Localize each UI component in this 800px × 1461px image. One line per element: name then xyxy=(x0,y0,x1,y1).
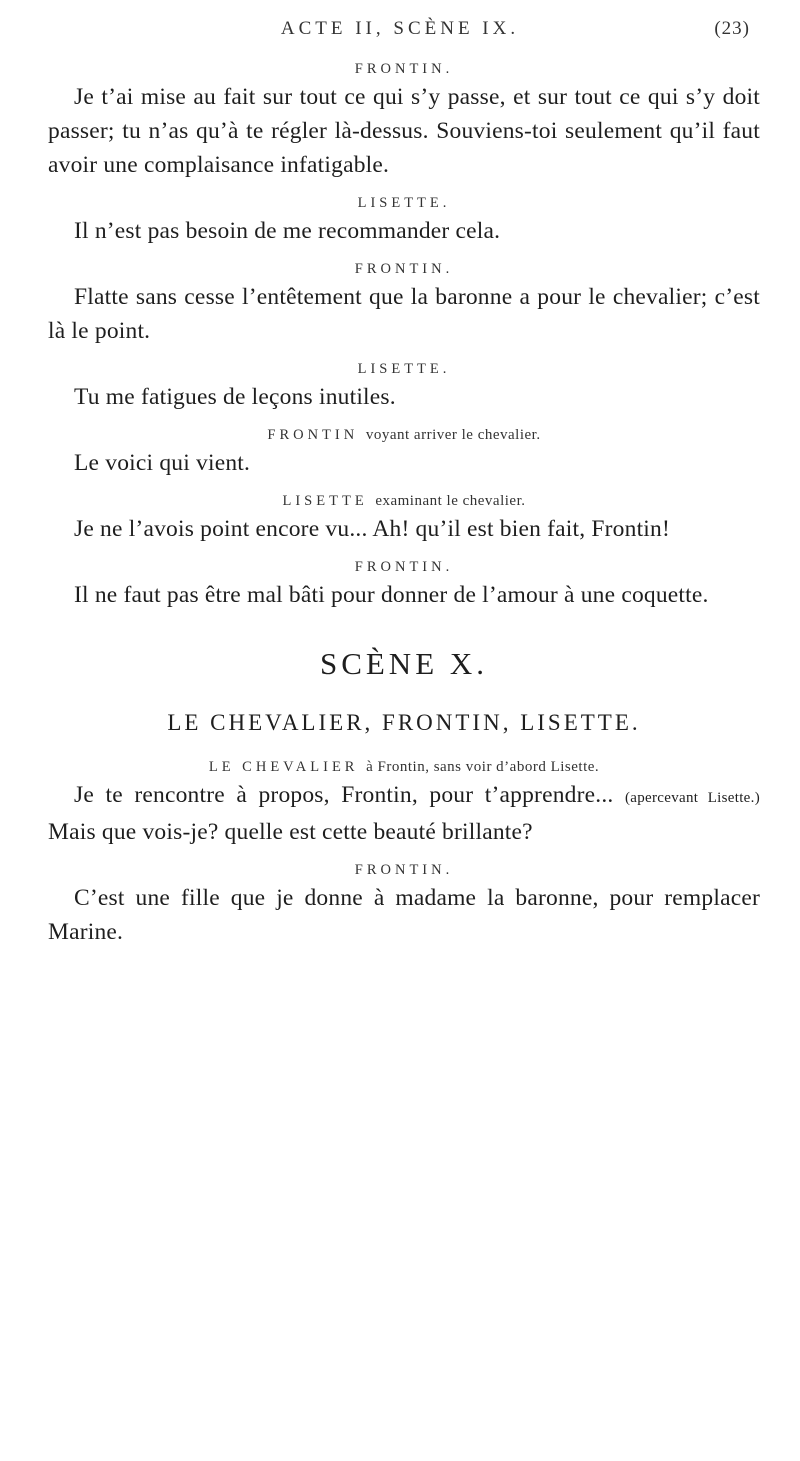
inline-stage-direction: (apercevant Lisette.) xyxy=(625,790,760,806)
stage-direction: examinant le chevalier. xyxy=(375,493,526,509)
speaker-line xyxy=(48,756,760,778)
speech-text: Je t’ai mise au fait sur tout ce qui s’y passe, et sur tout ce qui s’y doit passer; tu n’as qu’à te régler là-dessus. Souviens-toi seulement qu’il faut avoir une complaisance infatigable. xyxy=(48,84,760,178)
speaker-name: LISETTE. xyxy=(357,361,451,377)
page-header xyxy=(0,14,800,44)
speaker-name: FRONTIN. xyxy=(354,261,454,277)
stage-direction: à Frontin, sans voir d’abord Lisette. xyxy=(366,759,600,775)
stage-direction: voyant arriver le chevalier. xyxy=(365,427,541,443)
speech-text: Il n’est pas besoin de me recommander cela. xyxy=(74,218,501,244)
scene-title: SCÈNE X. xyxy=(319,646,489,681)
speaker-line xyxy=(48,424,760,446)
speaker-line xyxy=(48,490,760,512)
speaker-name: FRONTIN. xyxy=(354,61,454,77)
page-body xyxy=(48,58,760,959)
speaker-name: FRONTIN xyxy=(267,427,359,443)
speaker-name: LE CHEVALIER xyxy=(208,759,359,775)
speaker-name: LISETTE. xyxy=(357,195,451,211)
running-head: ACTE II, SCÈNE IX. xyxy=(280,18,520,39)
speech-text: Le voici qui vient. xyxy=(74,450,251,476)
speech-text: Je ne l’avois point encore vu... Ah! qu’il est bien fait, Frontin! xyxy=(74,516,671,542)
speech-text xyxy=(48,778,760,849)
speech-text: Tu me fatigues de leçons inutiles. xyxy=(74,384,396,410)
speaker-name: FRONTIN. xyxy=(354,559,454,575)
speech-text-before: Je te rencontre à propos, Frontin, pour t’apprendre... xyxy=(74,782,614,808)
speaker-name: FRONTIN. xyxy=(354,862,454,878)
page-number: (23) xyxy=(714,18,750,39)
speech-text: Flatte sans cesse l’entêtement que la baronne a pour le chevalier; c’est là le point. xyxy=(48,284,760,344)
speech-text: C’est une fille que je donne à madame la baronne, pour remplacer Marine. xyxy=(48,885,760,945)
scene-characters: LE CHEVALIER, FRONTIN, LISETTE. xyxy=(167,710,641,735)
speaker-name: LISETTE xyxy=(282,493,368,509)
speech-text-after: Mais que vois-je? quelle est cette beauté brillante? xyxy=(48,819,533,845)
speech-text: Il ne faut pas être mal bâti pour donner de l’amour à une coquette. xyxy=(74,582,709,608)
